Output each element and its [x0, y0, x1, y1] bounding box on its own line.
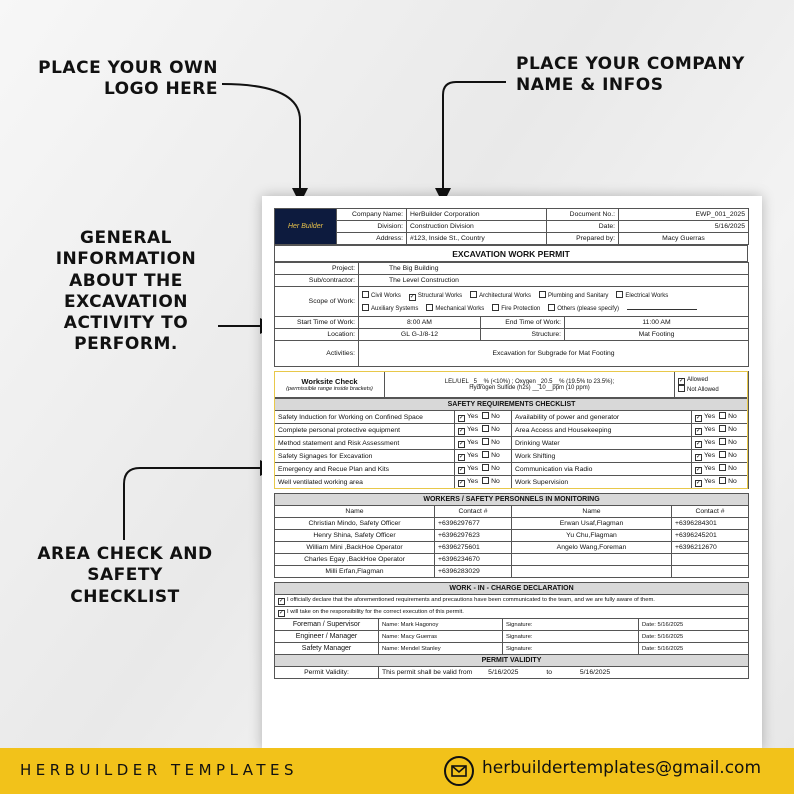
no-checkbox[interactable]: [719, 451, 726, 458]
doc-no: EWP_001_2025: [619, 209, 749, 221]
checklist-title: SAFETY REQUIREMENTS CHECKLIST: [275, 399, 749, 411]
workers-contact-header: Contact #: [672, 506, 749, 518]
scope-option[interactable]: [362, 304, 418, 312]
declaration-row: [275, 643, 749, 655]
worker-contact: +6396297623: [435, 530, 512, 542]
worker-name: [512, 554, 672, 566]
checklist-item: Safety Induction for Working on Confined Space: [275, 411, 455, 424]
validity-label: Permit Validity:: [275, 667, 379, 679]
scope-option[interactable]: [616, 291, 668, 299]
project-value: The Big Building: [359, 263, 749, 275]
header-table: [274, 208, 749, 245]
title-table: [274, 245, 748, 262]
no-checkbox[interactable]: [482, 438, 489, 445]
worker-row: [275, 566, 749, 578]
checklist-item: Drinking Water: [512, 437, 692, 450]
yes-no-cell: [455, 450, 512, 463]
no-label: No: [491, 478, 500, 485]
worker-row: [275, 554, 749, 566]
checklist-item: Communication via Radio: [512, 463, 692, 476]
declaration-name: Name: Macy Guerras: [379, 631, 503, 643]
worker-row: [275, 530, 749, 542]
yes-label: Yes: [704, 452, 716, 459]
yes-label: Yes: [467, 452, 479, 459]
scope-checkbox[interactable]: [426, 304, 433, 311]
scope-option[interactable]: [362, 291, 401, 299]
declaration-date: Date: 5/16/2025: [639, 631, 749, 643]
workers-table: [274, 493, 749, 578]
division-label: Division:: [337, 221, 407, 233]
checklist-item: Area Access and Housekeeping: [512, 424, 692, 437]
end-value: 11:00 AM: [565, 317, 749, 329]
no-checkbox[interactable]: [482, 477, 489, 484]
no-checkbox[interactable]: [719, 477, 726, 484]
yes-no-cell: [692, 463, 749, 476]
yes-label: Yes: [467, 439, 479, 446]
scope-option[interactable]: [492, 304, 540, 312]
declaration-checkbox-1[interactable]: ✓: [279, 597, 285, 604]
workers-title: WORKERS / SAFETY PERSONNELS IN MONITORING: [275, 494, 749, 506]
no-label: No: [728, 465, 737, 472]
yes-checkbox[interactable]: ✓: [696, 454, 702, 460]
division: Construction Division: [407, 221, 547, 233]
no-label: No: [491, 426, 500, 433]
worker-contact: [672, 554, 749, 566]
callout-general-info: GENERAL INFORMATION ABOUT THE EXCAVATION ACTIVITY TO PERFORM.: [55, 228, 197, 355]
location-value: GL G-J/8-12: [359, 329, 481, 341]
scope-checkbox[interactable]: [362, 304, 369, 311]
worker-contact: +6396234670: [435, 554, 512, 566]
yes-checkbox[interactable]: ✓: [459, 428, 465, 434]
scope-checkbox[interactable]: [548, 304, 555, 311]
permit-document: [262, 196, 762, 750]
yes-checkbox[interactable]: ✓: [459, 441, 465, 447]
scope-option[interactable]: [548, 304, 619, 312]
declaration-checkbox-2[interactable]: ✓: [279, 609, 285, 616]
no-checkbox[interactable]: [482, 425, 489, 432]
checklist-item: Safety Signages for Excavation: [275, 450, 455, 463]
yes-label: Yes: [467, 426, 479, 433]
scope-option-label: Mechanical Works: [435, 306, 485, 312]
yes-checkbox[interactable]: ✓: [696, 441, 702, 447]
no-checkbox[interactable]: [482, 451, 489, 458]
declaration-line-1: ✓ I officially declare that the aforementioned requirements and precautions have been communicated to the team, and we are fully aware of them.: [275, 595, 749, 607]
start-label: Start Time of Work:: [275, 317, 359, 329]
checklist-row: [275, 424, 749, 437]
yes-label: Yes: [467, 465, 479, 472]
yes-no-cell: [455, 476, 512, 489]
worker-contact: [672, 566, 749, 578]
no-label: No: [491, 452, 500, 459]
yes-checkbox[interactable]: ✓: [459, 415, 465, 421]
worker-name: Erwan Usaf,Flagman: [512, 518, 672, 530]
worksite-allowed: ✓ Allowed Not Allowed: [675, 372, 749, 398]
no-label: No: [728, 452, 737, 459]
yes-label: Yes: [467, 413, 479, 420]
prepared-by: Macy Guerras: [619, 233, 749, 245]
scope-option[interactable]: [470, 291, 531, 299]
scope-option-label: Plumbing and Sanitary: [548, 293, 609, 299]
allowed-checkbox[interactable]: ✓: [679, 377, 685, 384]
checklist-item: Well ventilated working area: [275, 476, 455, 489]
declaration-row: [275, 631, 749, 643]
declaration-role: Engineer / Manager: [275, 631, 379, 643]
activities-value: Excavation for Subgrade for Mat Footing: [359, 341, 749, 367]
declaration-signature[interactable]: Signature:: [503, 643, 639, 655]
declaration-role: Safety Manager: [275, 643, 379, 655]
yes-label: Yes: [704, 478, 716, 485]
yes-no-cell: [692, 450, 749, 463]
worksite-title: Worksite Check (permissible range inside brackets): [275, 372, 385, 398]
footer-bar: [0, 748, 794, 794]
checklist-row: [275, 463, 749, 476]
checklist-row: [275, 476, 749, 489]
scope-checkbox[interactable]: ✓: [409, 294, 415, 300]
date-label: Date:: [547, 221, 619, 233]
address-label: Address:: [337, 233, 407, 245]
doc-no-label: Document No.:: [547, 209, 619, 221]
declaration-row: [275, 619, 749, 631]
no-label: No: [491, 413, 500, 420]
others-blank-line[interactable]: [627, 304, 697, 310]
worker-contact: +6396212670: [672, 542, 749, 554]
yes-no-cell: [692, 437, 749, 450]
checklist-row: [275, 450, 749, 463]
worker-name: William Mini ,BackHoe Operator: [275, 542, 435, 554]
company-name-label: Company Name:: [337, 209, 407, 221]
scope-checkbox[interactable]: [362, 291, 369, 298]
scope-option-label: Auxiliary Systems: [371, 306, 419, 312]
yes-label: Yes: [467, 478, 479, 485]
worker-contact: +6396283029: [435, 566, 512, 578]
scope-option-label: Others (please specify): [557, 306, 619, 312]
yes-checkbox[interactable]: ✓: [696, 480, 702, 486]
worker-contact: +6396245201: [672, 530, 749, 542]
checklist-table: [274, 398, 749, 489]
yes-no-cell: [455, 424, 512, 437]
worker-name: Milli Erfan,Flagman: [275, 566, 435, 578]
permit-title: EXCAVATION WORK PERMIT: [275, 246, 748, 262]
area-check-section: [274, 371, 748, 489]
scope-option-label: Electrical Works: [625, 293, 669, 299]
declaration-table: [274, 582, 749, 679]
yes-label: Yes: [704, 439, 716, 446]
yes-label: Yes: [704, 426, 716, 433]
project-table: [274, 262, 749, 367]
workers-contact-header: Contact #: [435, 506, 512, 518]
no-label: No: [491, 439, 500, 446]
worker-contact: +6396297677: [435, 518, 512, 530]
yes-no-cell: [455, 437, 512, 450]
prepared-label: Prepared by:: [547, 233, 619, 245]
worksite-readings: LEL/UEL _5__% (<10%) ; Oxygen _20.5__% (19.5% to 23.5%); Hydrogen Sulfide (h2s) __10__ppm (10 ppm): [385, 372, 675, 398]
worker-name: Angelo Wang,Foreman: [512, 542, 672, 554]
declaration-signature[interactable]: Signature:: [503, 619, 639, 631]
yes-no-cell: [692, 476, 749, 489]
scope-option[interactable]: [409, 293, 462, 301]
worker-row: [275, 518, 749, 530]
yes-checkbox[interactable]: ✓: [459, 480, 465, 486]
validity-title: PERMIT VALIDITY: [275, 655, 749, 667]
workers-name-header: Name: [275, 506, 435, 518]
worker-contact: +6396284301: [672, 518, 749, 530]
scope-option-label: Civil Works: [371, 293, 401, 299]
declaration-line-2: ✓ I will take on the responsibility for the correct execution of this permit.: [275, 607, 749, 619]
worker-name: Yu Chu,Flagman: [512, 530, 672, 542]
sub-value: The Level Construction: [359, 275, 749, 287]
no-checkbox[interactable]: [719, 412, 726, 419]
brand-name: HERBUILDER TEMPLATES: [20, 761, 299, 779]
declaration-date: Date: 5/16/2025: [639, 643, 749, 655]
no-checkbox[interactable]: [719, 438, 726, 445]
worksite-table: [274, 371, 749, 398]
declaration-role: Foreman / Supervisor: [275, 619, 379, 631]
workers-name-header: Name: [512, 506, 672, 518]
scope-option-label: Structural Works: [417, 293, 463, 299]
scope-option[interactable]: [539, 291, 608, 299]
no-checkbox[interactable]: [482, 464, 489, 471]
company-name: HerBuilder Corporation: [407, 209, 547, 221]
worker-row: [275, 542, 749, 554]
yes-checkbox[interactable]: ✓: [696, 428, 702, 434]
no-checkbox[interactable]: [482, 412, 489, 419]
declaration-title: WORK - IN - CHARGE DECLARATION: [275, 583, 749, 595]
worker-name: [512, 566, 672, 578]
email-address[interactable]: herbuildertemplates@gmail.com: [482, 758, 761, 778]
yes-checkbox[interactable]: ✓: [459, 454, 465, 460]
scope-options: [359, 287, 749, 317]
scope-checkbox[interactable]: [616, 291, 623, 298]
declaration-signature[interactable]: Signature:: [503, 631, 639, 643]
checklist-item: Emergency and Recue Plan and Kits: [275, 463, 455, 476]
scope-option[interactable]: [426, 304, 484, 312]
address: #123, Inside St., Country: [407, 233, 547, 245]
yes-no-cell: [455, 463, 512, 476]
no-label: No: [728, 413, 737, 420]
sub-label: Sub/contractor:: [275, 275, 359, 287]
date: 5/16/2025: [619, 221, 749, 233]
worker-contact: +6396275601: [435, 542, 512, 554]
location-label: Location:: [275, 329, 359, 341]
scope-checkbox[interactable]: [470, 291, 477, 298]
checklist-item: Complete personal protective equipment: [275, 424, 455, 437]
worker-name: Henry Shina, Safety Officer: [275, 530, 435, 542]
no-checkbox[interactable]: [719, 464, 726, 471]
checklist-item: Method statement and Risk Assessment: [275, 437, 455, 450]
declaration-name: Name: Mark Hagonoy: [379, 619, 503, 631]
yes-no-cell: [692, 424, 749, 437]
yes-label: Yes: [704, 413, 716, 420]
checklist-item: Work Shifting: [512, 450, 692, 463]
company-logo: Her Builder: [275, 209, 337, 245]
yes-no-cell: [692, 411, 749, 424]
checklist-row: [275, 411, 749, 424]
end-label: End Time of Work:: [481, 317, 565, 329]
start-value: 8:00 AM: [359, 317, 481, 329]
no-label: No: [728, 439, 737, 446]
structure-label: Structure:: [481, 329, 565, 341]
scope-option-label: Fire Protection: [501, 306, 541, 312]
structure-value: Mat Footing: [565, 329, 749, 341]
mail-icon: [444, 756, 474, 786]
no-label: No: [491, 465, 500, 472]
declaration-name: Name: Mendel Stanley: [379, 643, 503, 655]
scope-option-label: Architectural Works: [479, 293, 532, 299]
checklist-row: [275, 437, 749, 450]
project-label: Project:: [275, 263, 359, 275]
scope-checkbox[interactable]: [539, 291, 546, 298]
callout-logo: PLACE YOUR OWN LOGO HERE: [38, 58, 218, 100]
declaration-date: Date: 5/16/2025: [639, 619, 749, 631]
callout-company: PLACE YOUR COMPANY NAME & INFOS: [516, 54, 745, 96]
callout-area-check: AREA CHECK AND SAFETY CHECKLIST: [37, 544, 213, 607]
yes-no-cell: [455, 411, 512, 424]
worker-name: Charles Egay ,BackHoe Operator: [275, 554, 435, 566]
checklist-item: Work Supervision: [512, 476, 692, 489]
yes-checkbox[interactable]: ✓: [696, 415, 702, 421]
yes-checkbox[interactable]: ✓: [459, 467, 465, 473]
yes-label: Yes: [704, 465, 716, 472]
no-label: No: [728, 478, 737, 485]
scope-label: Scope of Work:: [275, 287, 359, 317]
validity-row: This permit shall be valid from 5/16/2025 to 5/16/2025: [379, 667, 749, 679]
worker-name: Christian Mindo, Safety Officer: [275, 518, 435, 530]
no-checkbox[interactable]: [719, 425, 726, 432]
scope-checkbox[interactable]: [492, 304, 499, 311]
no-label: No: [728, 426, 737, 433]
checklist-item: Availability of power and generator: [512, 411, 692, 424]
yes-checkbox[interactable]: ✓: [696, 467, 702, 473]
activities-label: Activities:: [275, 341, 359, 367]
not-allowed-checkbox[interactable]: [678, 385, 685, 392]
